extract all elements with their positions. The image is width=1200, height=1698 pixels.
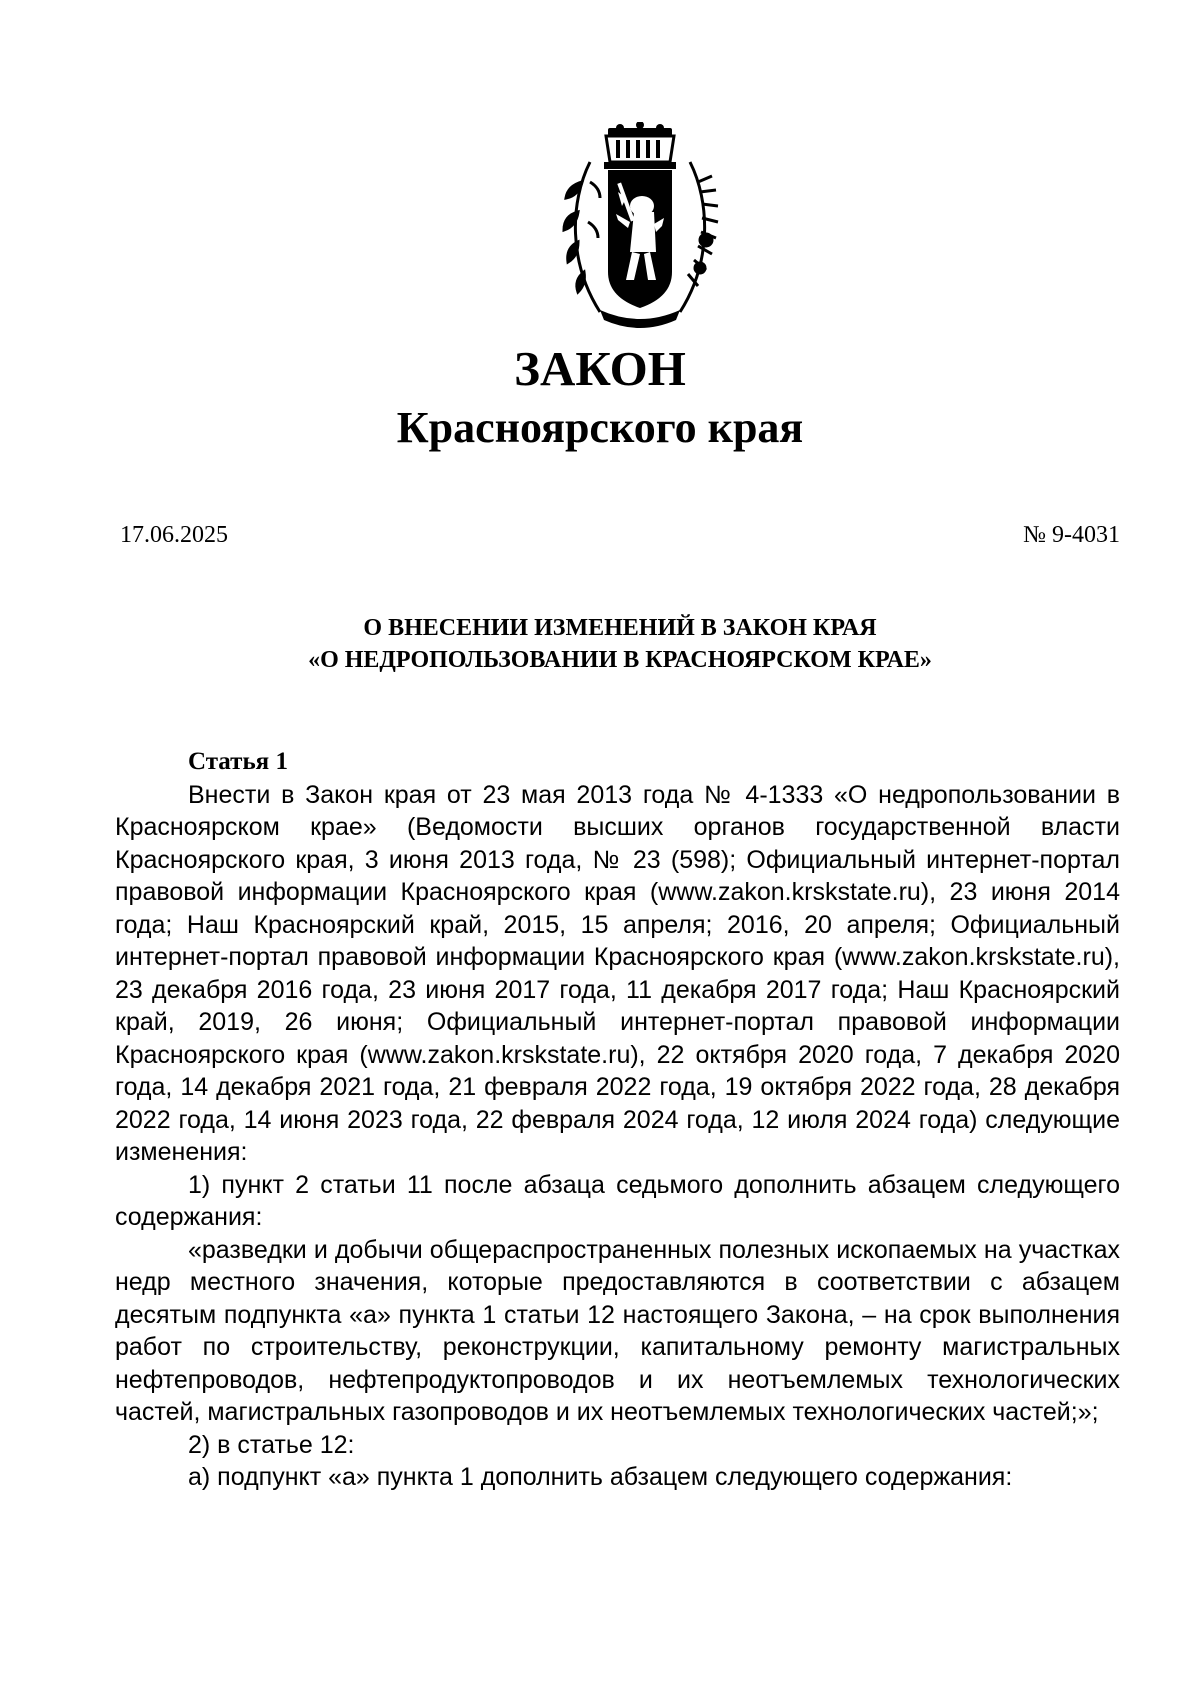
- law-number: № 9-4031: [1023, 522, 1120, 548]
- article-paragraph: Внести в Закон края от 23 мая 2013 года № 4-1333 «О недропользовании в Красноярском крае» (Ведомости высших органов государственной власти Красноярского края, 3 июня 2013 года, № 23 (598); Официальный интернет-портал правовой информации Красноярского края (www.zakon.krskstate.ru), 23 июня 2014 года; Наш Красноярский край, 2015, 15 апреля; 2016, 20 апреля; Официальный интернет-портал правовой информации Красноярского края (www.zakon.krskstate.ru), 23 декабря 2016 года, 23 июня 2017 года, 11 декабря 2017 года; Наш Красноярский край, 2019, 26 июня; Официальный интернет-портал правовой информации Красноярского края (www.zakon.krskstate.ru), 22 октября 2020 года, 7 декабря 2020 года, 14 декабря 2021 года, 21 февраля 2022 года, 19 октября 2022 года, 28 декабря 2022 года, 14 июня 2023 года, 22 февраля 2024 года, 12 июля 2024 года) следующие изменения:: [115, 780, 1120, 1166]
- law-body: [115, 746, 1120, 1494]
- law-title: [120, 612, 1120, 676]
- article-heading: Статья 1: [188, 748, 288, 775]
- article-paragraph: а) подпункт «а» пункта 1 дополнить абзацем следующего содержания:: [188, 1463, 1013, 1491]
- law-title-line-2: «О НЕДРОПОЛЬЗОВАНИИ В КРАСНОЯРСКОМ КРАЕ»: [308, 647, 932, 673]
- issuing-region-subtitle: Красноярского края: [396, 403, 804, 452]
- law-title-line-1: О ВНЕСЕНИИ ИЗМЕНЕНИЙ В ЗАКОН КРАЯ: [363, 615, 877, 641]
- article-paragraph: «разведки и добычи общераспространенных полезных ископаемых на участках недр местного значения, которые предоставляются в соответствии с абзацем десятым подпункта «а» пункта 1 статьи 12 настоящего Закона, – на срок выполнения работ по строительству, реконструкции, капитальному ремонту магистральных нефтепроводов, нефтепродуктопроводов и их неотъемлемых технологических частей, магистральных газопроводов и их неотъемлемых технологических частей;»;: [115, 1235, 1120, 1426]
- coat-of-arms-emblem: [560, 122, 720, 334]
- law-date: 17.06.2025: [120, 522, 228, 548]
- document-type-title: ЗАКОН: [514, 341, 686, 396]
- article-paragraph: 1) пункт 2 статьи 11 после абзаца седьмого дополнить абзацем следующего содержания:: [115, 1170, 1120, 1231]
- article-paragraph: 2) в статье 12:: [188, 1430, 355, 1459]
